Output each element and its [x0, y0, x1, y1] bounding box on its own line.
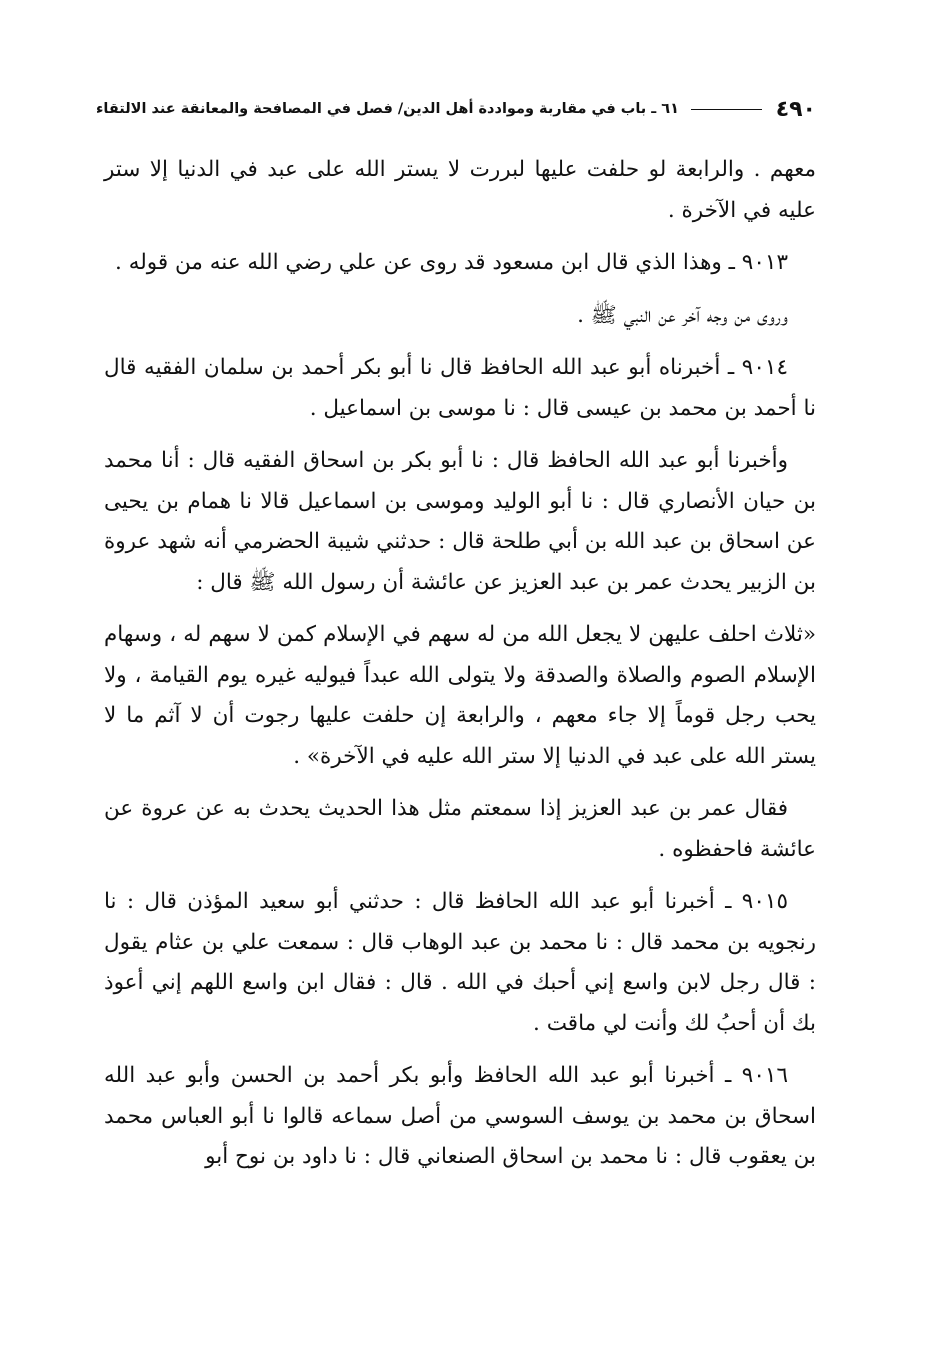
body-text: [104, 150, 816, 1190]
running-title: ٦١ ـ باب في مقاربة ومواددة أهل الدين/ فصل في المصافحة والمعانقة عند الالتقاء: [96, 101, 679, 117]
paragraph-hadith-text: «ثلاث احلف عليهن لا يجعل الله من له سهم في الإسلام كمن لا سهم له ، وسهام الإسلام الصوم والصلاة والصدقة ولا يتولى الله عبداً فيوليه غيره يوم القيامة ، ولا يحب رجل قوماً إلا جاء معهم ، والرابعة إن حلفت عليها رجوت أن لا آثم ما لا يستر الله على عبد في الدنيا إلا ستر الله عليه في الآخرة» .: [104, 622, 816, 769]
paragraph-hadith-9016: ٩٠١٦ ـ أخبرنا أبو عبد الله الحافظ وأبو بكر أحمد بن الحسن وأبو عبد الله اسحاق بن محمد بن يوسف السوسي من أصل سماعه قالوا نا أبو العباس محمد بن يعقوب قال : نا محمد بن اسحاق الصنعاني قال : نا داود بن نوح أبو: [104, 1063, 816, 1169]
paragraph-isnad: وأخبرنا أبو عبد الله الحافظ قال : نا أبو بكر بن اسحاق الفقيه قال : أنا محمد بن حيان الأنصاري قال : نا أبو الوليد وموسى بن اسماعيل قالا نا همام بن يحيى عن اسحاق بن عبد الله بن أبي طلحة قال : حدثني شيبة الحضرمي أنه شهد عروة بن الزبير يحدث عمر بن عبد العزيز عن عائشة أن رسول الله ﷺ قال :: [104, 448, 816, 595]
header-rule: [691, 109, 762, 110]
paragraph-narration-note: وروى من وجه آخر عن النبي ﷺ .: [577, 302, 788, 328]
paragraph-hadith-9014: ٩٠١٤ ـ أخبرناه أبو عبد الله الحافظ قال نا أبو بكر أحمد بن سلمان الفقيه قال نا أحمد بن محمد بن عيسى قال : نا موسى بن اسماعيل .: [104, 355, 816, 421]
paragraph-continuation: معهم . والرابعة لو حلفت عليها لبررت لا يستر الله على عبد في الدنيا إلا ستر عليه في الآخرة .: [104, 157, 816, 223]
page-number: ٤٩٠: [775, 96, 816, 122]
paragraph-hadith-9013: ٩٠١٣ ـ وهذا الذي قال ابن مسعود قد روى عن علي رضي الله عنه من قوله .: [115, 250, 788, 275]
paragraph-hadith-9015: ٩٠١٥ ـ أخبرنا أبو عبد الله الحافظ قال : حدثني أبو سعيد المؤذن قال : نا رنجويه بن محمد قال : نا محمد بن عبد الوهاب قال : سمعت علي بن عثام يقول : قال رجل لابن واسع إني أحبك في الله . قال : فقال ابن واسع اللهم إني أعوذ بك أن أحبُ لك وأنت لي ماقت .: [104, 889, 816, 1036]
paragraph-umar-comment: فقال عمر بن عبد العزيز إذا سمعتم مثل هذا الحديث يحدث به عن عروة عن عائشة فاحفظوه .: [104, 796, 816, 862]
page-header: [96, 92, 816, 126]
